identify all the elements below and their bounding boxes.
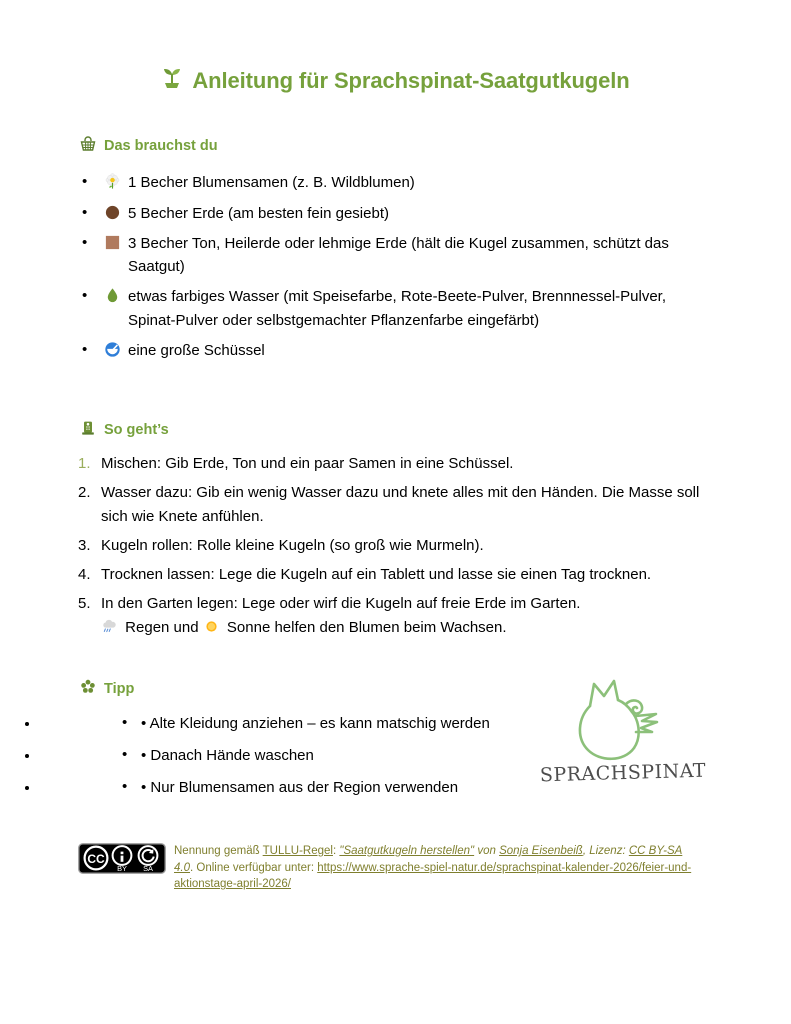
list-item-text: Trocknen lassen: Lege die Kugeln auf ein Tablett und lasse sie einen Tag trocknen. <box>101 566 652 584</box>
license-text-2: : <box>332 845 340 857</box>
list-item-text: etwas farbiges Wasser (mit Speisefarbe, Rote-Beete-Pulver, Brennnessel-Pulver, Spinat-Pulver oder selbstgemachter Pflanzenfarbe eingefärbt) <box>128 288 667 329</box>
step-number: 1. <box>78 455 91 473</box>
step-number: 3. <box>78 536 91 554</box>
shopping-basket-icon <box>80 136 96 156</box>
list-item <box>0 563 791 586</box>
list-item-text: 1 Becher Blumensamen (z. B. Wildblumen) <box>128 174 415 192</box>
list-item-text: eine große Schüssel <box>128 341 265 359</box>
list-item <box>0 232 791 279</box>
tullu-link[interactable]: TULLU-Regel <box>262 845 333 857</box>
list-item <box>0 534 791 557</box>
license-text-1: Nennung gemäß <box>174 845 263 857</box>
license-text-3: von <box>474 845 500 857</box>
steps-list <box>0 452 791 639</box>
weather-note-before: Regen und <box>125 618 199 636</box>
cc-by-sa-badge <box>78 843 166 880</box>
section-heading-steps-text: So geht’s <box>104 422 169 439</box>
clay-square-icon <box>104 234 122 252</box>
list-item <box>0 171 791 194</box>
page-title <box>0 0 791 96</box>
sun-icon <box>203 618 220 635</box>
list-item <box>0 592 791 639</box>
section-heading-steps <box>0 420 791 440</box>
list-item-text: • Alte Kleidung anziehen – es kann matschig werden <box>141 714 490 732</box>
license-footer <box>78 843 703 893</box>
weather-note-after: Sonne helfen den Blumen beim Wachsen. <box>226 618 507 636</box>
step-number: 2. <box>78 484 91 502</box>
step-number: 4. <box>78 566 91 584</box>
list-item <box>0 202 791 225</box>
green-droplet-icon <box>104 287 122 305</box>
list-item-text: Mischen: Gib Erde, Ton und ein paar Samen in eine Schüssel. <box>101 455 514 473</box>
list-item-text: Kugeln rollen: Rolle kleine Kugeln (so groß wie Murmeln). <box>101 536 484 554</box>
list-item-text: • Nur Blumensamen aus der Region verwenden <box>141 778 459 796</box>
section-heading-needs-text: Das brauchst du <box>104 138 218 155</box>
list-item <box>0 452 791 475</box>
list-item <box>0 481 791 528</box>
brown-circle-icon <box>104 204 122 222</box>
section-heading-needs <box>0 136 791 156</box>
svg-text:CC: CC <box>87 852 105 866</box>
page-title-text: Anleitung für Sprachspinat-Saatgutkugeln <box>192 68 630 93</box>
step-number: 5. <box>78 595 91 613</box>
svg-text:BY: BY <box>117 864 127 873</box>
list-item-text: Wasser dazu: Gib ein wenig Wasser dazu und knete alles mit den Händen. Die Masse soll sich wie Knete anfühlen. <box>101 484 700 525</box>
work-title-link[interactable]: "Saatgutkugeln herstellen" <box>339 845 475 857</box>
bowl-with-spoon-icon <box>104 341 122 359</box>
sprachspinat-logo <box>528 676 718 800</box>
list-item-text: 3 Becher Ton, Heilerde oder lehmige Erde (hält die Kugel zusammen, schützt das Saatgut) <box>128 234 669 276</box>
license-link[interactable]: CC BY-SA 4.0 <box>174 845 683 874</box>
logo-wordmark: SPRACHSPINAT <box>539 759 707 787</box>
blossom-icon <box>80 679 96 699</box>
daisy-flower-icon <box>104 173 122 191</box>
author-link[interactable]: Sonja Eisenbeiß <box>499 845 583 857</box>
license-text-4: , Lizenz: <box>582 845 629 857</box>
rain-cloud-icon <box>101 618 118 635</box>
list-item <box>0 339 791 362</box>
needs-list <box>0 171 791 362</box>
seedling-icon <box>161 66 183 96</box>
list-item-text: • Danach Hände waschen <box>141 746 314 764</box>
license-text-5: . Online verfügbar unter: <box>190 861 318 874</box>
source-url-link[interactable]: https://www.sprache-spiel-natur.de/sprachspinat-kalender-2026/feier-und-aktionstage-april-2026/ <box>174 861 692 891</box>
list-item <box>0 285 791 332</box>
list-item-text: In den Garten legen: Lege oder wirf die Kugeln auf freie Erde im Garten. <box>101 595 581 613</box>
svg-text:SA: SA <box>143 864 153 873</box>
mortar-and-pestle-icon <box>80 420 96 440</box>
list-item-text: 5 Becher Erde (am besten fein gesiebt) <box>128 204 389 222</box>
section-heading-tip-text: Tipp <box>104 680 135 697</box>
